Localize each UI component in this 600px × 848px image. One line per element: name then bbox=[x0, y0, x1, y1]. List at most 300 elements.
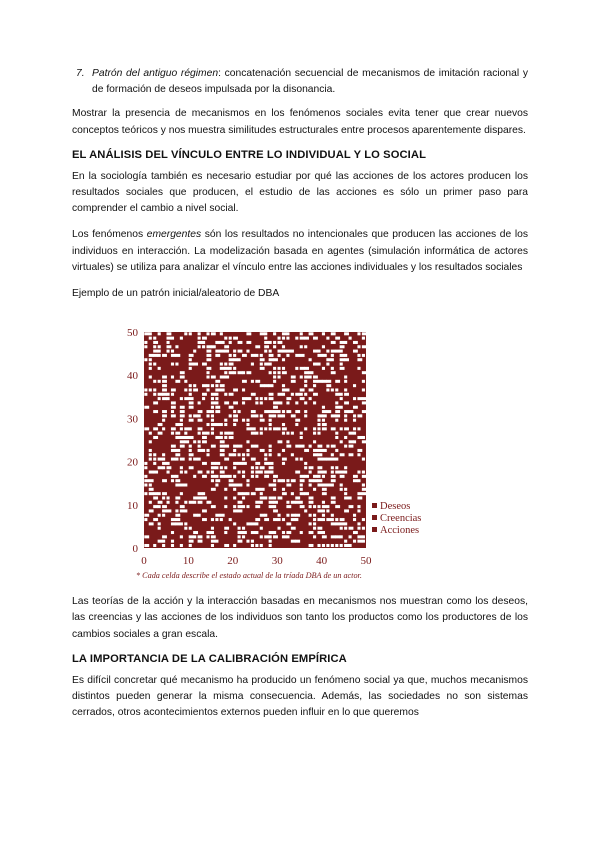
grid-cell bbox=[295, 423, 298, 426]
grid-cell bbox=[344, 527, 347, 530]
grid-cell bbox=[264, 458, 267, 461]
grid-cell bbox=[158, 333, 161, 336]
grid-cell bbox=[144, 518, 147, 521]
grid-cell bbox=[220, 384, 225, 387]
grid-cell bbox=[353, 514, 356, 517]
grid-cell bbox=[251, 445, 256, 448]
grid-cell bbox=[238, 358, 241, 361]
grid-cell bbox=[153, 471, 158, 474]
grid-cell bbox=[220, 423, 223, 426]
grid-cell bbox=[184, 428, 189, 431]
grid-cell bbox=[238, 484, 243, 487]
grid-cell bbox=[317, 453, 322, 456]
grid-cell bbox=[224, 505, 227, 508]
grid-cell bbox=[198, 492, 203, 495]
grid-cell bbox=[229, 358, 234, 361]
grid-cell bbox=[278, 376, 281, 379]
grid-cell bbox=[180, 536, 183, 539]
grid-cell bbox=[357, 492, 362, 495]
grid-cell bbox=[229, 518, 232, 521]
grid-cell bbox=[260, 358, 265, 361]
grid-cell bbox=[317, 350, 320, 353]
grid-cell bbox=[269, 371, 272, 374]
grid-cell bbox=[362, 333, 367, 336]
grid-cell bbox=[286, 337, 289, 340]
grid-cell bbox=[357, 527, 360, 530]
grid-cell bbox=[211, 423, 216, 426]
grid-cell bbox=[326, 544, 329, 547]
grid-cell bbox=[206, 423, 209, 426]
grid-cell bbox=[295, 393, 300, 396]
grid-cell bbox=[215, 402, 218, 405]
grid-cell bbox=[255, 471, 260, 474]
grid-cell bbox=[202, 462, 207, 465]
grid-cell bbox=[238, 453, 241, 456]
grid-cell bbox=[282, 345, 285, 348]
grid-cell bbox=[340, 393, 343, 396]
grid-cell bbox=[362, 337, 365, 340]
grid-cell bbox=[313, 523, 316, 526]
grid-cell bbox=[162, 397, 167, 400]
grid-cell bbox=[282, 462, 285, 465]
grid-cell bbox=[206, 358, 211, 361]
grid-cell bbox=[331, 501, 336, 504]
grid-cell bbox=[198, 419, 203, 422]
grid-cell bbox=[171, 337, 174, 340]
grid-cell bbox=[260, 536, 263, 539]
grid-cell bbox=[171, 449, 176, 452]
grid-cell bbox=[202, 441, 207, 444]
grid-cell bbox=[171, 518, 176, 521]
grid-cell bbox=[295, 354, 300, 357]
grid-cell bbox=[362, 484, 365, 487]
legend-swatch bbox=[372, 527, 377, 532]
grid-cell bbox=[171, 540, 174, 543]
grid-cell bbox=[175, 523, 180, 526]
grid-cell bbox=[171, 523, 176, 526]
grid-cell bbox=[340, 471, 345, 474]
grid-cell bbox=[300, 345, 303, 348]
grid-cell bbox=[269, 544, 272, 547]
grid-cell bbox=[184, 501, 187, 504]
grid-cell bbox=[291, 492, 294, 495]
grid-cell bbox=[144, 358, 147, 361]
grid-cell bbox=[220, 453, 225, 456]
grid-cell bbox=[362, 397, 367, 400]
grid-cell bbox=[331, 518, 334, 521]
grid-cell bbox=[246, 397, 251, 400]
grid-cell bbox=[198, 501, 203, 504]
grid-cell bbox=[291, 540, 296, 543]
grid-cell bbox=[273, 531, 276, 534]
grid-cell bbox=[224, 445, 229, 448]
grid-cell bbox=[246, 441, 249, 444]
grid-cell bbox=[180, 419, 183, 422]
grid-cell bbox=[273, 345, 276, 348]
grid-cell bbox=[326, 363, 329, 366]
grid-cell bbox=[211, 402, 216, 405]
grid-cell bbox=[215, 354, 220, 357]
grid-cell bbox=[273, 406, 278, 409]
grid-cell bbox=[153, 341, 158, 344]
grid-cell bbox=[331, 514, 334, 517]
grid-cell bbox=[291, 376, 296, 379]
grid-cell bbox=[273, 415, 276, 418]
grid-cell bbox=[246, 428, 251, 431]
legend-swatch bbox=[372, 515, 377, 520]
grid-cell bbox=[162, 384, 167, 387]
grid-cell bbox=[313, 393, 318, 396]
grid-cell bbox=[353, 341, 358, 344]
grid-cell bbox=[273, 488, 276, 491]
grid-cell bbox=[326, 384, 331, 387]
grid-cell bbox=[242, 389, 245, 392]
grid-cell bbox=[295, 367, 298, 370]
grid-cell bbox=[202, 363, 207, 366]
grid-cell bbox=[344, 354, 347, 357]
grid-cell bbox=[171, 432, 174, 435]
grid-cell bbox=[264, 428, 267, 431]
grid-cell bbox=[153, 345, 156, 348]
grid-cell bbox=[322, 367, 325, 370]
grid-cell bbox=[255, 397, 258, 400]
grid-cell bbox=[251, 523, 256, 526]
grid-cell bbox=[153, 462, 156, 465]
grid-cell bbox=[211, 345, 216, 348]
grid-cell bbox=[153, 497, 158, 500]
grid-cell bbox=[264, 514, 267, 517]
grid-cell bbox=[295, 514, 300, 517]
grid-cell bbox=[153, 354, 158, 357]
grid-cell bbox=[353, 397, 356, 400]
grid-cell bbox=[322, 488, 327, 491]
grid-cell bbox=[269, 415, 274, 418]
grid-cell bbox=[286, 389, 289, 392]
grid-cell bbox=[202, 436, 207, 439]
grid-cell bbox=[300, 432, 303, 435]
grid-cell bbox=[273, 376, 276, 379]
grid-cell bbox=[158, 492, 161, 495]
grid-cell bbox=[211, 518, 214, 521]
grid-cell bbox=[357, 523, 360, 526]
grid-cell bbox=[260, 402, 263, 405]
grid-cell bbox=[309, 333, 314, 336]
grid-cell bbox=[229, 415, 232, 418]
grid-cell bbox=[335, 350, 340, 353]
grid-cell bbox=[202, 341, 205, 344]
grid-cell bbox=[242, 536, 245, 539]
grid-cell bbox=[322, 536, 327, 539]
grid-cell bbox=[215, 514, 220, 517]
grid-cell bbox=[189, 367, 192, 370]
grid-cell bbox=[175, 479, 180, 482]
grid-cell bbox=[184, 397, 189, 400]
grid-cell bbox=[144, 341, 147, 344]
grid-cell bbox=[220, 350, 225, 353]
grid-cell bbox=[251, 466, 254, 469]
grid-cell bbox=[286, 397, 291, 400]
grid-cell bbox=[233, 462, 238, 465]
grid-cell bbox=[300, 436, 303, 439]
grid-cell bbox=[246, 505, 249, 508]
dba-pattern-figure bbox=[94, 316, 454, 588]
y-tick-label: 50 bbox=[127, 327, 138, 340]
grid-cell bbox=[344, 510, 349, 513]
grid-cell bbox=[255, 488, 260, 491]
grid-cell bbox=[331, 475, 336, 478]
grid-cell bbox=[340, 527, 343, 530]
grid-cell bbox=[153, 393, 156, 396]
grid-cell bbox=[215, 406, 220, 409]
grid-cell bbox=[291, 518, 296, 521]
grid-cell bbox=[233, 423, 236, 426]
grid-cell bbox=[171, 402, 176, 405]
grid-cell bbox=[295, 471, 300, 474]
grid-cell bbox=[233, 484, 238, 487]
grid-cell bbox=[264, 410, 269, 413]
grid-cell bbox=[255, 380, 260, 383]
grid-cell bbox=[331, 415, 336, 418]
grid-cell bbox=[317, 505, 320, 508]
grid-cell bbox=[317, 458, 322, 461]
grid-cell bbox=[349, 505, 354, 508]
grid-cell bbox=[215, 484, 218, 487]
grid-cell bbox=[162, 393, 167, 396]
grid-cell bbox=[149, 492, 154, 495]
grid-cell bbox=[331, 333, 336, 336]
grid-cell bbox=[198, 445, 201, 448]
grid-cell bbox=[295, 402, 298, 405]
grid-cell bbox=[309, 505, 312, 508]
grid-cell bbox=[322, 345, 325, 348]
grid-cell bbox=[175, 484, 180, 487]
grid-cell bbox=[162, 428, 165, 431]
grid-cell bbox=[184, 389, 187, 392]
grid-cell bbox=[184, 484, 187, 487]
grid-cell bbox=[224, 544, 229, 547]
grid-cell bbox=[189, 436, 194, 439]
grid-cell bbox=[260, 367, 265, 370]
grid-cell bbox=[153, 350, 158, 353]
grid-cell bbox=[233, 505, 236, 508]
grid-cell bbox=[180, 510, 185, 513]
grid-cell bbox=[264, 350, 267, 353]
grid-cell bbox=[331, 544, 334, 547]
grid-cell bbox=[278, 428, 281, 431]
grid-cell bbox=[144, 389, 147, 392]
grid-cell bbox=[162, 479, 167, 482]
grid-cell bbox=[309, 497, 314, 500]
grid-cell bbox=[198, 415, 201, 418]
paragraph-calibracion: Es difícil concretar qué mecanismo ha producido un fenómeno social ya que, muchos mecanismos distintos pueden generar la misma consecuencia. Además, las sociedades no son sistemas cerrados, otros acontecimientos externos pueden influir en lo que queremos bbox=[72, 674, 528, 719]
grid-cell bbox=[269, 428, 272, 431]
grid-cell bbox=[264, 363, 269, 366]
grid-cell bbox=[233, 402, 238, 405]
grid-cell bbox=[180, 523, 183, 526]
grid-cell bbox=[211, 544, 214, 547]
grid-cell bbox=[331, 466, 334, 469]
grid-cell bbox=[202, 432, 207, 435]
grid-cell bbox=[282, 428, 287, 431]
grid-cell bbox=[149, 367, 152, 370]
grid-cell bbox=[189, 453, 194, 456]
grid-cell bbox=[158, 523, 161, 526]
grid-cell bbox=[353, 475, 358, 478]
grid-cell bbox=[251, 540, 254, 543]
paragraph-emergentes-before: Los fenómenos bbox=[72, 229, 147, 241]
grid-cell bbox=[171, 410, 174, 413]
grid-cell bbox=[349, 527, 354, 530]
grid-cell bbox=[317, 531, 322, 534]
grid-cell bbox=[206, 333, 209, 336]
grid-cell bbox=[153, 458, 156, 461]
grid-cell bbox=[180, 445, 185, 448]
grid-cell bbox=[144, 475, 147, 478]
grid-cell bbox=[353, 419, 356, 422]
grid-cell bbox=[282, 458, 287, 461]
grid-cell bbox=[362, 436, 365, 439]
grid-cell bbox=[357, 436, 362, 439]
grid-cell bbox=[171, 376, 174, 379]
grid-cell bbox=[233, 510, 238, 513]
grid-cell bbox=[238, 501, 243, 504]
grid-cell bbox=[278, 514, 281, 517]
grid-cell bbox=[162, 410, 167, 413]
grid-cell bbox=[198, 514, 201, 517]
grid-cell bbox=[317, 475, 320, 478]
grid-cell bbox=[180, 415, 185, 418]
grid-cell bbox=[162, 536, 167, 539]
grid-cell bbox=[238, 510, 243, 513]
grid-cell bbox=[362, 475, 367, 478]
grid-cell bbox=[331, 453, 334, 456]
grid-cell bbox=[286, 536, 289, 539]
grid-cell bbox=[242, 402, 245, 405]
grid-cell bbox=[198, 536, 203, 539]
grid-cell bbox=[238, 540, 243, 543]
grid-cell bbox=[246, 350, 249, 353]
grid-cell bbox=[202, 397, 205, 400]
grid-cell bbox=[211, 445, 216, 448]
x-tick-label: 30 bbox=[271, 555, 283, 568]
grid-cell bbox=[180, 337, 183, 340]
grid-cell bbox=[206, 415, 209, 418]
grid-cell bbox=[304, 449, 309, 452]
grid-cell bbox=[242, 471, 245, 474]
grid-cell bbox=[162, 497, 165, 500]
grid-cell bbox=[202, 518, 207, 521]
grid-cell bbox=[189, 354, 194, 357]
grid-cell bbox=[171, 389, 176, 392]
grid-cell bbox=[189, 358, 192, 361]
grid-cell bbox=[273, 505, 276, 508]
grid-cell bbox=[326, 380, 331, 383]
grid-cell bbox=[167, 333, 172, 336]
grid-cell bbox=[291, 415, 296, 418]
grid-cell bbox=[278, 367, 281, 370]
grid-cell bbox=[357, 358, 362, 361]
grid-cell bbox=[273, 367, 276, 370]
grid-cell bbox=[282, 492, 287, 495]
grid-cell bbox=[331, 350, 336, 353]
grid-cell bbox=[184, 471, 187, 474]
grid-cell bbox=[251, 531, 256, 534]
grid-cell bbox=[291, 501, 296, 504]
grid-cell bbox=[198, 441, 201, 444]
grid-cell bbox=[215, 410, 220, 413]
grid-cell bbox=[362, 492, 367, 495]
grid-cell bbox=[215, 350, 220, 353]
grid-cell bbox=[158, 466, 163, 469]
grid-cell bbox=[349, 410, 354, 413]
grid-cell bbox=[233, 445, 238, 448]
grid-cell bbox=[184, 432, 187, 435]
grid-cell bbox=[335, 402, 338, 405]
grid-cell bbox=[344, 341, 347, 344]
grid-cell bbox=[233, 415, 238, 418]
grid-cell bbox=[211, 415, 214, 418]
grid-cell bbox=[180, 423, 183, 426]
grid-cell bbox=[246, 419, 249, 422]
grid-cell bbox=[291, 350, 294, 353]
grid-cell bbox=[335, 436, 338, 439]
grid-cell bbox=[326, 410, 331, 413]
grid-cell bbox=[282, 367, 285, 370]
grid-cell bbox=[242, 458, 245, 461]
grid-cell bbox=[286, 350, 291, 353]
grid-cell bbox=[175, 380, 180, 383]
grid-cell bbox=[220, 333, 223, 336]
grid-cell bbox=[255, 445, 258, 448]
grid-cell bbox=[291, 527, 296, 530]
grid-cell bbox=[238, 462, 243, 465]
grid-cell bbox=[242, 505, 245, 508]
grid-cell bbox=[184, 436, 189, 439]
grid-cell bbox=[193, 531, 198, 534]
grid-cell bbox=[224, 345, 229, 348]
grid-cell bbox=[238, 492, 243, 495]
grid-cell bbox=[340, 397, 343, 400]
grid-cell bbox=[180, 544, 183, 547]
grid-cell bbox=[206, 410, 211, 413]
grid-cell bbox=[211, 471, 214, 474]
grid-cell bbox=[189, 419, 194, 422]
grid-cell bbox=[189, 449, 192, 452]
grid-cell bbox=[153, 492, 158, 495]
grid-cell bbox=[331, 341, 336, 344]
grid-cell bbox=[317, 484, 322, 487]
grid-cell bbox=[273, 402, 278, 405]
grid-cell bbox=[273, 497, 276, 500]
grid-cell bbox=[224, 475, 229, 478]
grid-cell bbox=[175, 453, 180, 456]
grid-cell bbox=[260, 397, 263, 400]
grid-cell bbox=[211, 419, 214, 422]
grid-cell bbox=[167, 510, 172, 513]
grid-cell bbox=[167, 466, 172, 469]
grid-cell bbox=[286, 441, 289, 444]
grid-cell bbox=[278, 410, 281, 413]
grid-cell bbox=[300, 531, 303, 534]
grid-cell bbox=[158, 540, 163, 543]
grid-cell bbox=[313, 337, 318, 340]
list-number: 7. bbox=[76, 68, 85, 79]
grid-cell bbox=[304, 367, 309, 370]
grid-cell bbox=[357, 397, 362, 400]
grid-cell bbox=[300, 484, 303, 487]
grid-cell bbox=[171, 415, 176, 418]
grid-cell bbox=[255, 466, 258, 469]
